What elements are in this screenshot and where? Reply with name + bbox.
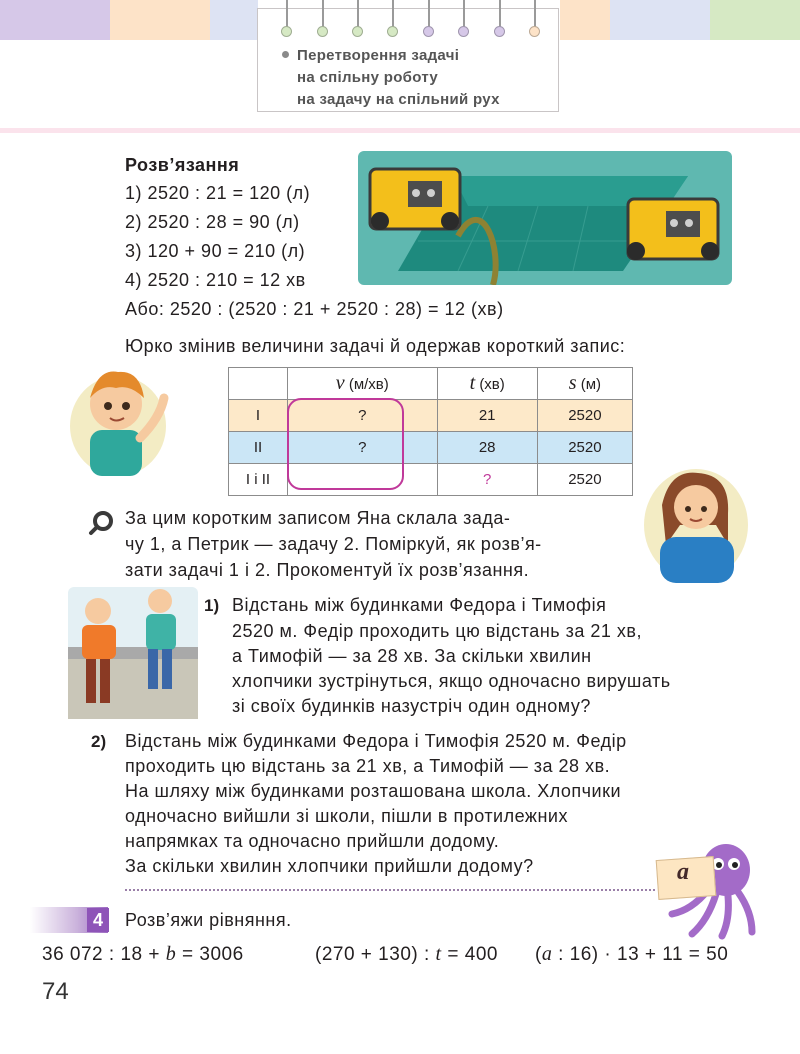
table-cell: 21 — [437, 400, 537, 432]
task-number: 4 — [87, 908, 109, 932]
equation — [42, 943, 244, 966]
equation-left: ( — [535, 944, 542, 965]
spiral-ring — [286, 0, 288, 28]
equation-right: : 16) · 13 + 11 = 50 — [552, 944, 729, 965]
spiral-ring — [529, 26, 540, 37]
magnifier-icon — [88, 510, 114, 536]
boys-walking-illustration — [68, 587, 198, 719]
table-cell: ? — [288, 400, 438, 432]
table-cell: 2520 — [537, 464, 632, 496]
table-cell: ? — [437, 464, 537, 496]
header-variable: t — [469, 372, 476, 394]
section-divider — [0, 128, 800, 133]
topic-line: Перетворення задачі — [297, 47, 460, 64]
highlight-oval — [287, 398, 404, 490]
spiral-ring — [387, 26, 398, 37]
solution-alternative: Або: 2520 : (2520 : 21 + 2520 : 28) = 12 (хв) — [125, 299, 504, 319]
header-stripe — [0, 0, 110, 40]
equation — [535, 943, 728, 966]
problem2-line: проходить цю відстань за 21 хв, а Тимофій — за 28 хв. — [125, 756, 611, 776]
problem2-line: За скільки хвилин хлопчики прийшли додому? — [125, 856, 534, 876]
topic-line: на спільну роботу — [297, 69, 439, 86]
problem-number: 1) — [204, 596, 220, 615]
header-stripe — [210, 0, 258, 40]
table-cell: I — [229, 400, 288, 432]
header-unit: (хв) — [479, 376, 505, 393]
intro-text: Юрко змінив величини задачі й одержав короткий запис: — [125, 336, 626, 356]
spiral-ring — [458, 26, 469, 37]
task-title: Розв’яжи рівняння. — [125, 910, 292, 930]
topic-line: на задачу на спільний рух — [297, 91, 500, 108]
spiral-ring — [428, 0, 430, 28]
equation-left: 36 072 : 18 + — [42, 944, 166, 965]
header-unit: (м) — [580, 376, 602, 393]
solution-step: 3) 120 + 90 = 210 (л) — [125, 241, 306, 261]
table-cell: 2520 — [537, 400, 632, 432]
pool-generators-illustration — [358, 151, 732, 285]
girl-illustration — [640, 465, 750, 587]
equation-variable: t — [435, 943, 442, 965]
spiral-ring — [499, 0, 501, 28]
solution-step: 2) 2520 : 28 = 90 (л) — [125, 212, 300, 232]
table-cell: 28 — [437, 432, 537, 464]
equation-right: = 400 — [441, 944, 498, 965]
table-cell: II — [229, 432, 288, 464]
prompt-line: зати задачі 1 і 2. Прокоментуй їх розв’язання. — [125, 560, 530, 580]
problem2-line: На шляху між будинками розташована школа. Хлопчики — [125, 781, 622, 801]
table-cell: 2520 — [537, 432, 632, 464]
page-number: 74 — [42, 978, 69, 1005]
spiral-ring — [423, 26, 434, 37]
table-header-row — [229, 368, 633, 400]
variable-card-letter: a — [677, 859, 689, 885]
spiral-ring — [352, 26, 363, 37]
header-unit: (м/хв) — [348, 376, 389, 393]
spiral-ring — [392, 0, 394, 28]
generator-right — [627, 199, 719, 260]
spiral-ring — [317, 26, 328, 37]
solution-step: 1) 2520 : 21 = 120 (л) — [125, 183, 311, 203]
problem2-line: Відстань між будинками Федора і Тимофія 2520 м. Федір — [125, 731, 627, 751]
problem1-line: а Тимофій — за 28 хв. За скільки хвилин — [232, 646, 592, 666]
prompt-line: За цим коротким записом Яна склала зада- — [125, 508, 511, 528]
spiral-ring — [494, 26, 505, 37]
table-cell: I і II — [229, 464, 288, 496]
equation-variable: b — [165, 943, 177, 965]
problem1-line: зі своїх будинків назустріч один одному? — [232, 696, 591, 716]
generator-left — [370, 169, 460, 230]
equation-left: (270 + 130) : — [315, 944, 436, 965]
spiral-ring — [463, 0, 465, 28]
header-stripe — [610, 0, 710, 40]
header-variable: s — [568, 372, 577, 394]
equation — [315, 943, 498, 966]
problem2-line: одночасно вийшли зі школи, пішли в протилежних — [125, 806, 568, 826]
table-header-cell — [537, 368, 632, 400]
table-header-cell — [437, 368, 537, 400]
header-stripe — [710, 0, 800, 40]
problem1-line: хлопчики зустрінуться, якщо одночасно вирушать — [232, 671, 671, 691]
table-header-cell — [288, 368, 438, 400]
header-stripe — [110, 0, 210, 40]
spiral-ring — [322, 0, 324, 28]
header-stripe — [560, 0, 610, 40]
boy-illustration — [68, 358, 176, 478]
spiral-ring — [281, 26, 292, 37]
equation-variable: a — [541, 943, 553, 965]
problem1-line: Відстань між будинками Федора і Тимофія — [232, 595, 607, 615]
spiral-ring — [357, 0, 359, 28]
spiral-ring — [534, 0, 536, 28]
prompt-line: чу 1, а Петрик — задачу 2. Поміркуй, як розв’я- — [125, 534, 542, 554]
header-variable: v — [335, 372, 345, 394]
equation-right: = 3006 — [176, 944, 244, 965]
solution-heading: Розв’язання — [125, 155, 240, 175]
solution-step: 4) 2520 : 210 = 12 хв — [125, 270, 306, 290]
problem-number: 2) — [91, 732, 107, 751]
table-header-cell — [229, 368, 288, 400]
table-cell: ? — [288, 432, 438, 464]
dotted-divider — [125, 889, 655, 891]
problem1-line: 2520 м. Федір проходить цю відстань за 21 хв, — [232, 621, 642, 641]
problem2-line: напрямках та одночасно прийшли додому. — [125, 831, 500, 851]
bullet-icon — [282, 51, 289, 58]
